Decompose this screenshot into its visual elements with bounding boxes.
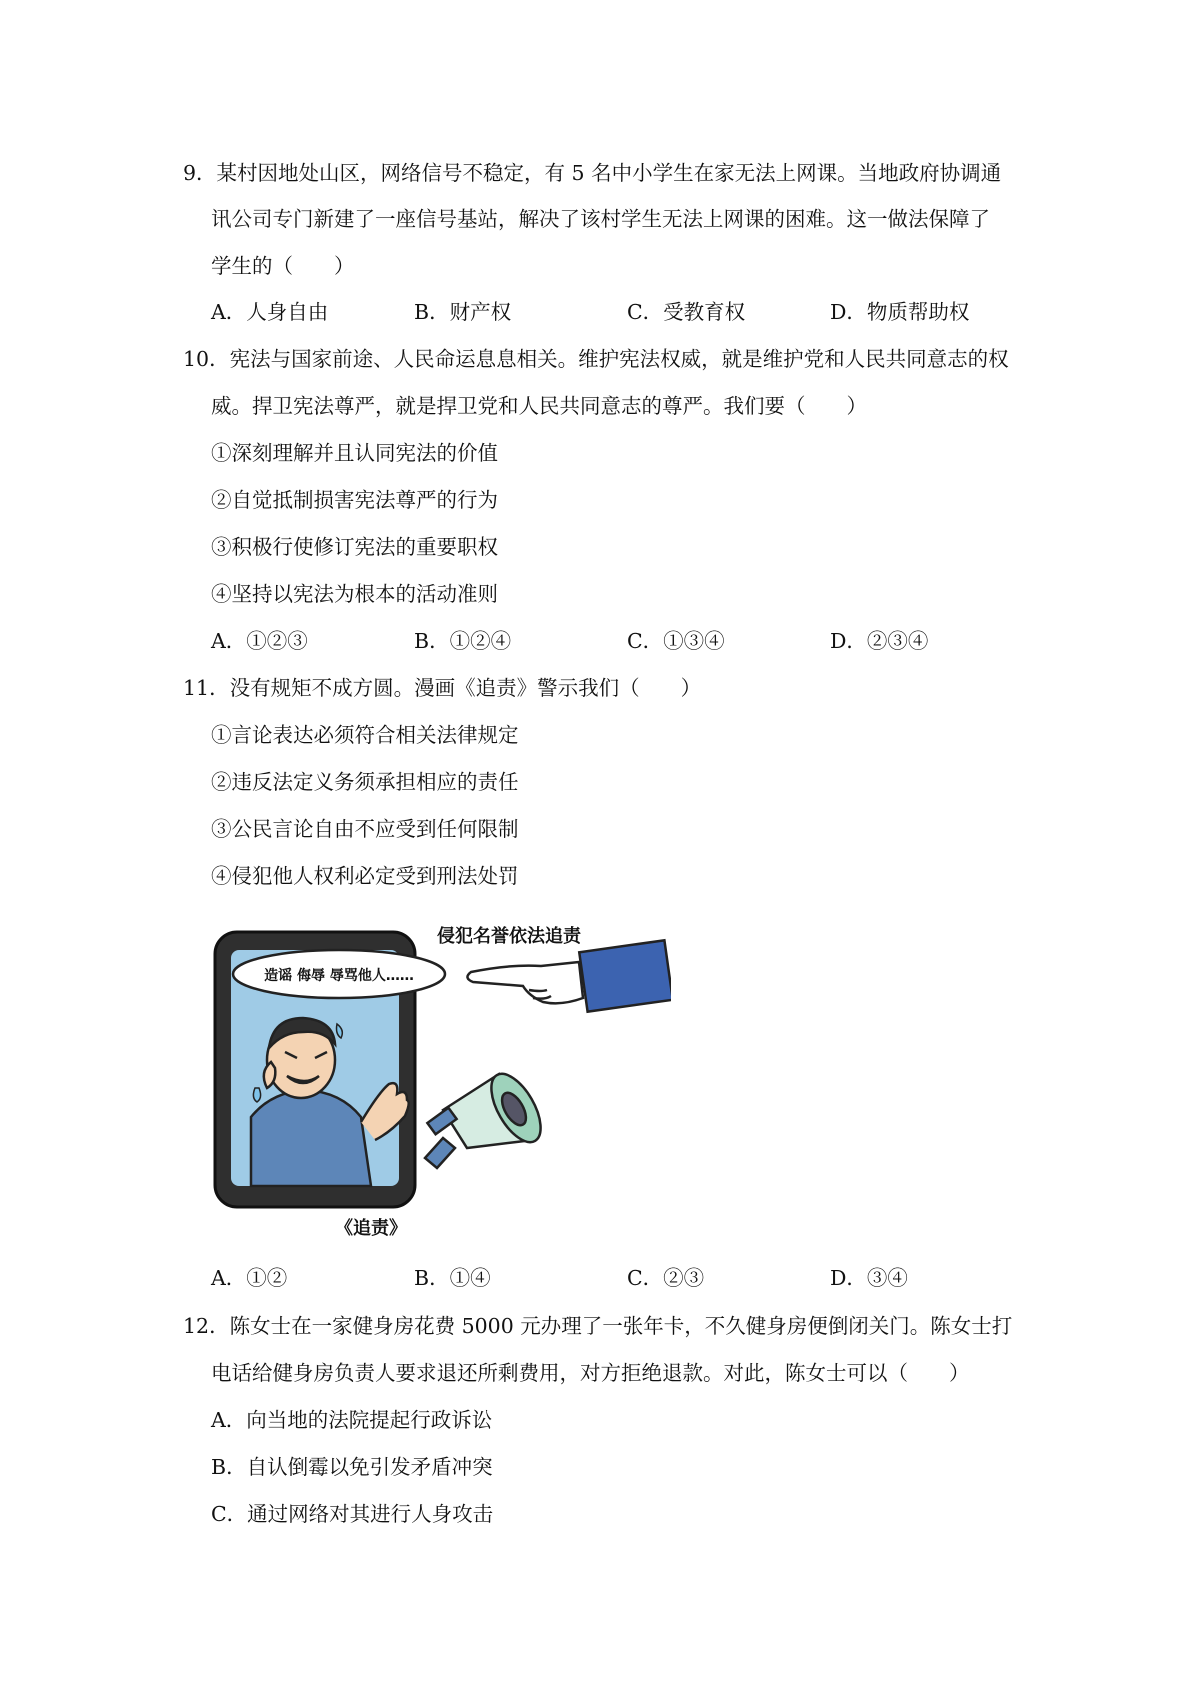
q12-option-c: C．通过网络对其进行人身攻击 <box>211 1502 494 1526</box>
q11-option-b: B．①④ <box>414 1266 491 1290</box>
pointing-hand <box>467 940 671 1011</box>
q10-option-c: C．①③④ <box>627 629 725 653</box>
q12-stem-line-1: 12．陈女士在一家健身房花费 5000 元办理了一张年卡，不久健身房便倒闭关门。陈女士打 <box>183 1314 1013 1338</box>
q10-stem-line-1: 10．宪法与国家前途、人民命运息息相关。维护宪法权威，就是维护党和人民共同意志的权 <box>183 347 1009 371</box>
q10-statement-4: ④坚持以宪法为根本的活动准则 <box>211 582 498 606</box>
q12-option-b: B．自认倒霉以免引发矛盾冲突 <box>211 1455 493 1479</box>
q10-option-b: B．①②④ <box>414 629 512 653</box>
q9-stem-line-2: 讯公司专门新建了一座信号基站，解决了该村学生无法上网课的困难。这一做法保障了 <box>211 207 990 231</box>
q11-statement-2: ②违反法定义务须承担相应的责任 <box>211 770 519 794</box>
q10-statement-1: ①深刻理解并且认同宪法的价值 <box>211 441 498 465</box>
q10-statement-3: ③积极行使修订宪法的重要职权 <box>211 535 498 559</box>
q11-statement-4: ④侵犯他人权利必定受到刑法处罚 <box>211 864 519 888</box>
q12-stem-line-2: 电话给健身房负责人要求退还所剩费用，对方拒绝退款。对此，陈女士可以（ ） <box>211 1361 970 1385</box>
speech-bubble-text: 造谣 侮辱 辱骂他人…… <box>264 968 414 984</box>
q11-statement-1: ①言论表达必须符合相关法律规定 <box>211 723 519 747</box>
speech-bubble <box>233 950 445 998</box>
q10-stem-line-2: 威。捍卫宪法尊严，就是捍卫党和人民共同意志的尊严。我们要（ ） <box>211 394 867 418</box>
q11-option-d: D．③④ <box>830 1266 908 1290</box>
q10-statement-2: ②自觉抵制损害宪法尊严的行为 <box>211 488 498 512</box>
cartoon-caption: 《追责》 <box>335 1218 407 1239</box>
q11-statement-3: ③公民言论自由不应受到任何限制 <box>211 817 519 841</box>
q11-option-c: C．②③ <box>627 1266 705 1290</box>
q11-option-a: A．①② <box>211 1266 288 1290</box>
q9-stem-line-3: 学生的（ ） <box>211 254 355 278</box>
cartoon-banner-text: 侵犯名誉依法追责 <box>437 926 581 947</box>
q12-option-a: A．向当地的法院提起行政诉讼 <box>211 1408 493 1432</box>
q11-stem-line-1: 11．没有规矩不成方圆。漫画《追责》警示我们（ ） <box>183 676 702 700</box>
q9-option-d: D．物质帮助权 <box>830 300 970 324</box>
megaphone <box>425 1066 551 1168</box>
q9-stem-line-1: 9．某村因地处山区，网络信号不稳定，有 5 名中小学生在家无法上网课。当地政府协调通 <box>183 161 1002 185</box>
q9-option-b: B．财产权 <box>414 300 512 324</box>
cartoon-illustration <box>211 912 671 1242</box>
q10-option-a: A．①②③ <box>211 629 308 653</box>
q9-option-a: A．人身自由 <box>211 300 329 324</box>
q9-option-c: C．受教育权 <box>627 300 746 324</box>
q10-option-d: D．②③④ <box>830 629 929 653</box>
